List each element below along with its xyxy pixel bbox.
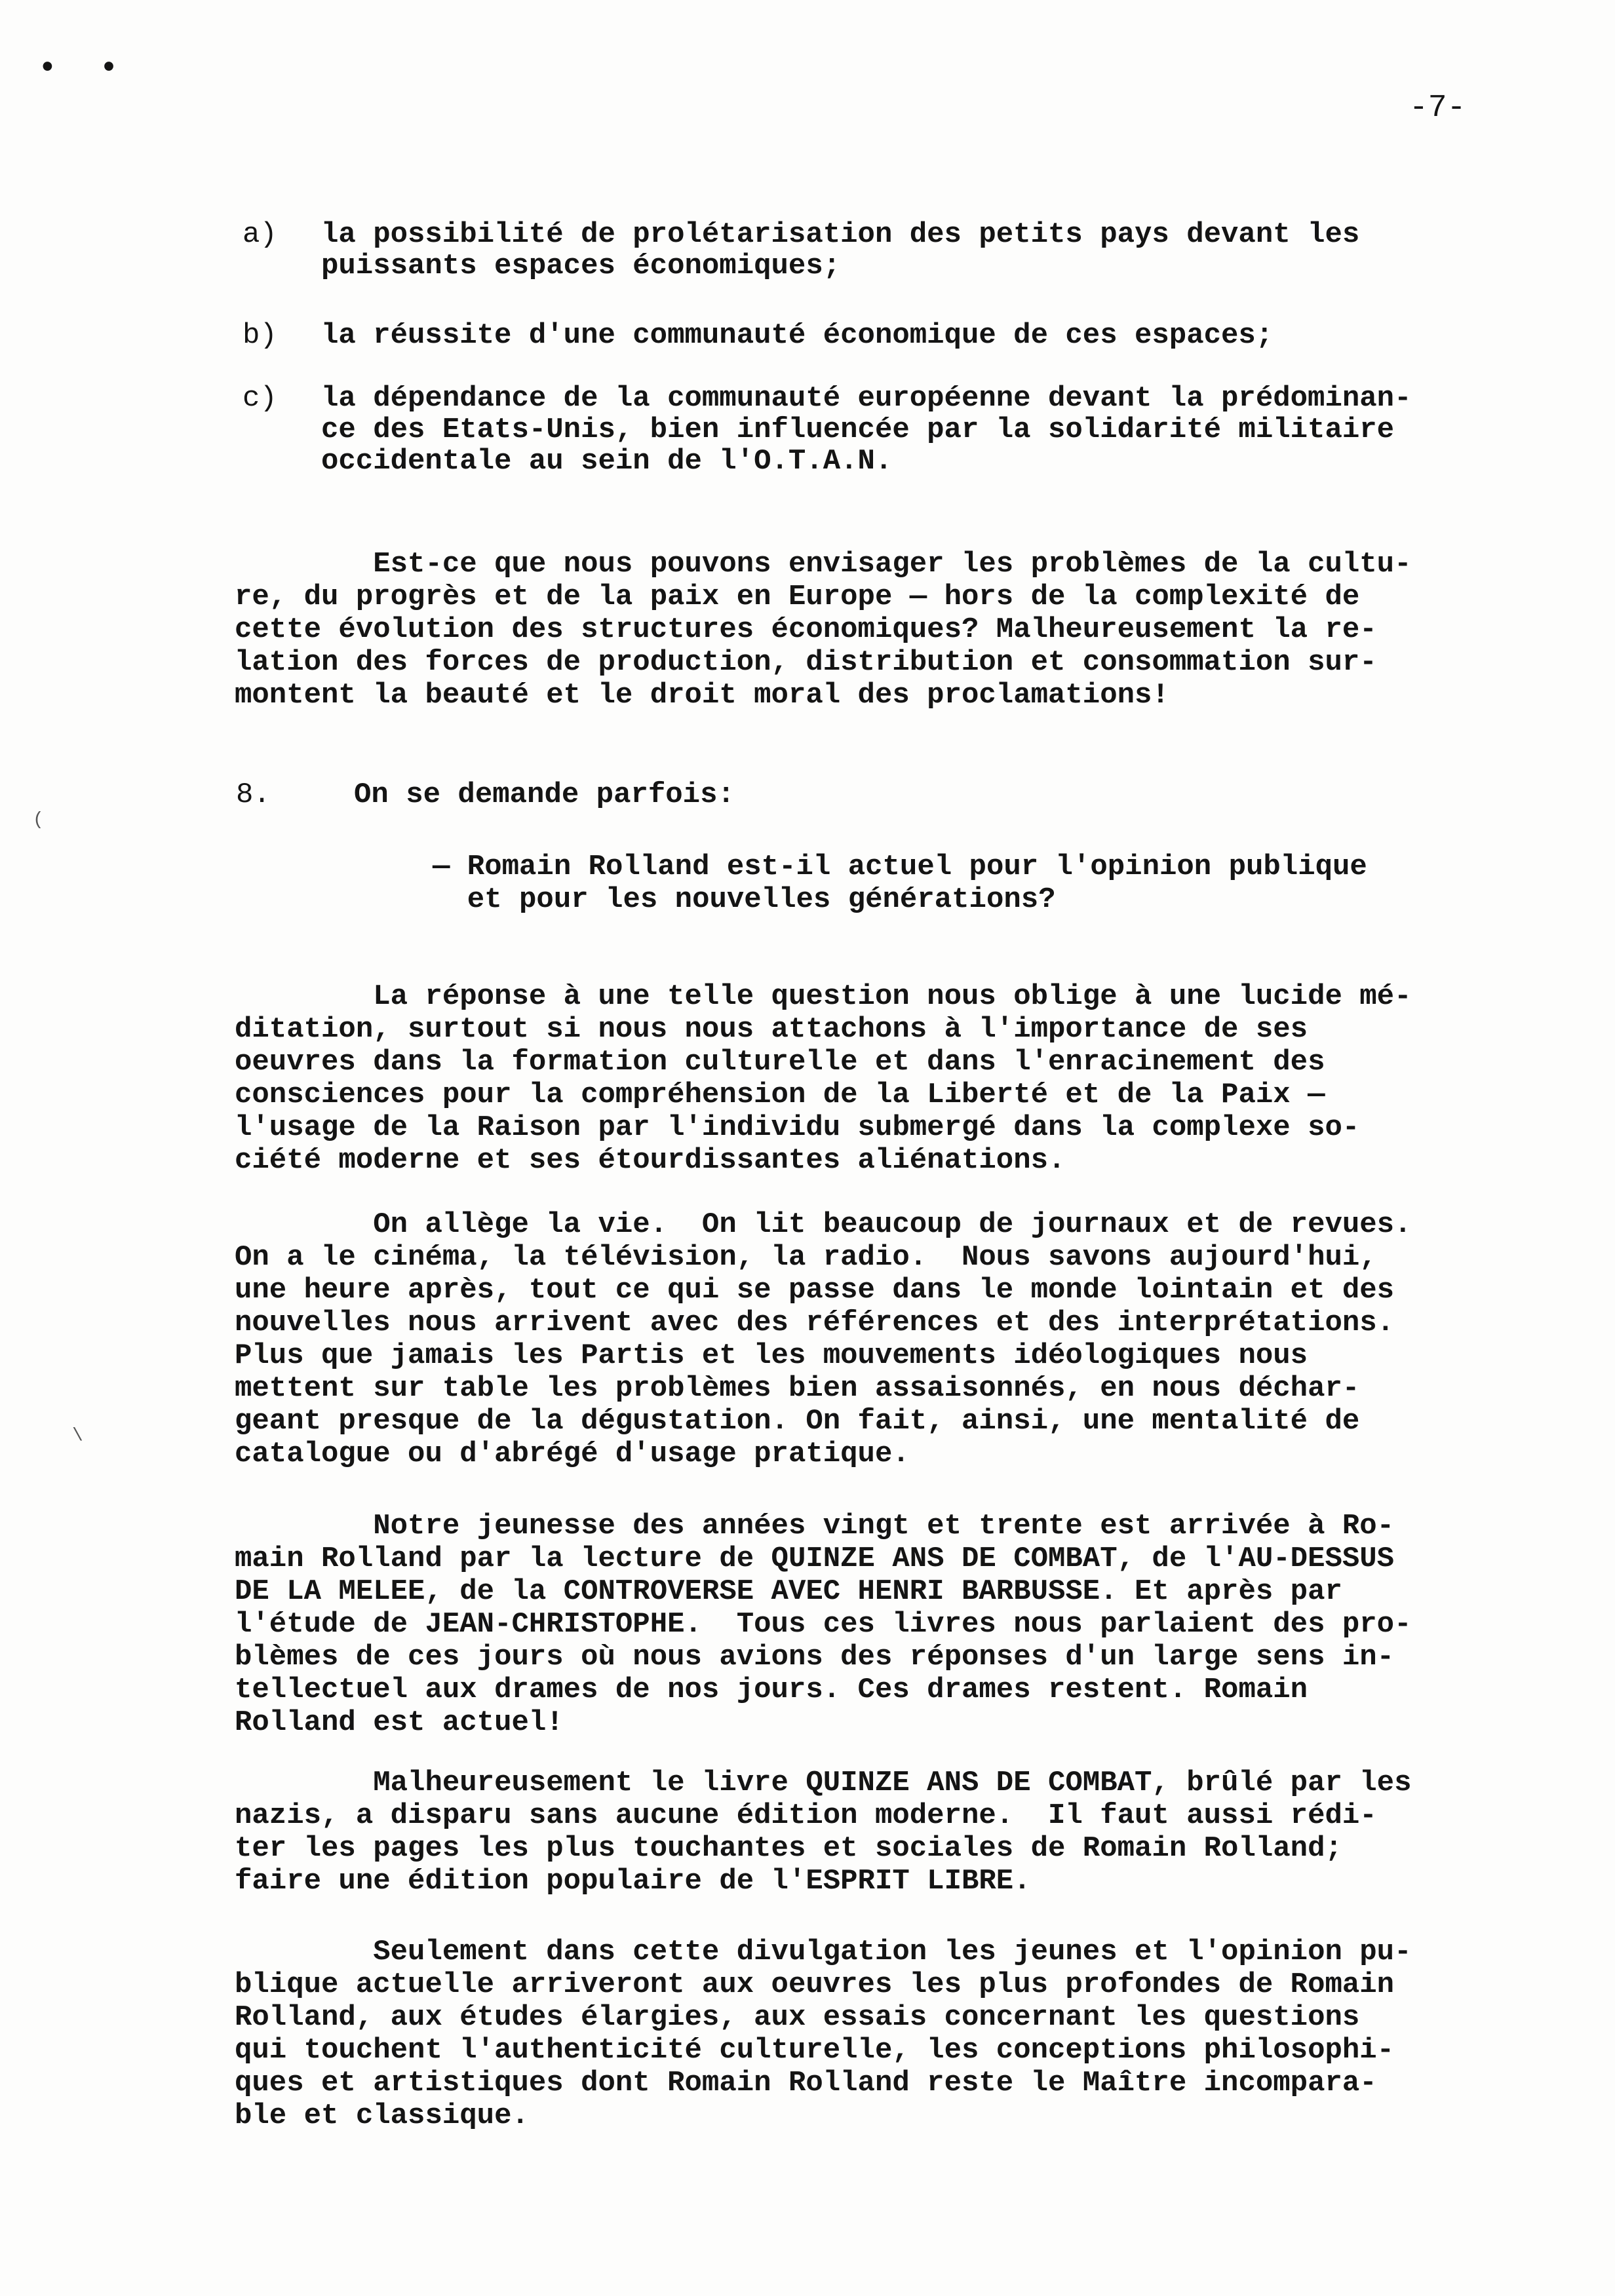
list-label: a) bbox=[243, 218, 277, 251]
quote: — Romain Rolland est-il actuel pour l'opinion publique et pour les nouvelles générations? bbox=[433, 851, 1367, 916]
section-number: 8. bbox=[236, 778, 271, 811]
list-text: la réussite d'une communauté économique de ces espaces; bbox=[321, 319, 1274, 352]
section-text: On se demande parfois: bbox=[354, 778, 735, 811]
list-label: c) bbox=[243, 382, 277, 415]
paragraph-3: On allège la vie. On lit beaucoup de journaux et de revues. On a le cinéma, la télévision, la radio. Nous savons aujourd'hui, une heure après, tout ce qui se passe dans le monde lointain et des nouvelles nous arrivent avec des références et des interprétations. Plus que jamais les Partis et les mouvements idéologiques nous mettent sur table les problèmes bien assaisonnés, en nous déchar- geant presque de la dégustation. On fait, ainsi, une mentalité de catalogue ou d'abrégé d'usage pratique. bbox=[235, 1208, 1412, 1470]
paragraph-6: Seulement dans cette divulgation les jeunes et l'opinion pu- blique actuelle arriveront aux oeuvres les plus profondes de Romain Rolland, aux études élargies, aux essais concernant les questions qui touchent l'authenticité culturelle, les conceptions philosophi- ques et artistiques dont Romain Rolland reste le Maître incompara- ble et classique. bbox=[235, 1936, 1412, 2132]
paragraph-1: Est-ce que nous pouvons envisager les problèmes de la cultu- re, du progrès et de la paix en Europe — hors de la complexité de cette évolution des structures économiques? Malheureusement la re- lation des forces de production, distribution et consommation sur- montent la beauté et le droit moral des proclamations! bbox=[235, 548, 1412, 712]
margin-mark: ( bbox=[33, 810, 44, 830]
page-number: -7- bbox=[1409, 90, 1466, 126]
paragraph-5: Malheureusement le livre QUINZE ANS DE COMBAT, brûlé par les nazis, a disparu sans aucune édition moderne. Il faut aussi rédi- ter les pages les plus touchantes et sociales de Romain Rolland; faire une édition populaire de l'ESPRIT LIBRE. bbox=[235, 1767, 1412, 1898]
list-text: la possibilité de prolétarisation des petits pays devant les puissants espaces économiques; bbox=[321, 218, 1360, 282]
corner-dots: • • bbox=[38, 51, 130, 86]
paragraph-2: La réponse à une telle question nous oblige à une lucide mé- ditation, surtout si nous nous attachons à l'importance de ses oeuvres dans la formation culturelle et dans l'enracinement des consciences pour la compréhension de la Liberté et de la Paix — l'usage de la Raison par l'individu submergé dans la complexe so- ciété moderne et ses étourdissantes aliénations. bbox=[235, 980, 1412, 1177]
margin-mark: \ bbox=[72, 1426, 83, 1446]
paragraph-4: Notre jeunesse des années vingt et trente est arrivée à Ro- main Rolland par la lecture de QUINZE ANS DE COMBAT, de l'AU-DESSUS DE LA MELEE, de la CONTROVERSE AVEC HENRI BARBUSSE. Et après par l'étude de JEAN-CHRISTOPHE. Tous ces livres nous parlaient des pro- blèmes de ces jours où nous avions des réponses d'un large sens in- tellectuel aux drames de nos jours. Ces drames restent. Romain Rolland est actuel! bbox=[235, 1510, 1412, 1739]
list-text: la dépendance de la communauté européenne devant la prédominan- ce des Etats-Unis, bien influencée par la solidarité militaire occidentale au sein de l'O.T.A.N. bbox=[321, 382, 1412, 478]
list-label: b) bbox=[243, 319, 277, 352]
